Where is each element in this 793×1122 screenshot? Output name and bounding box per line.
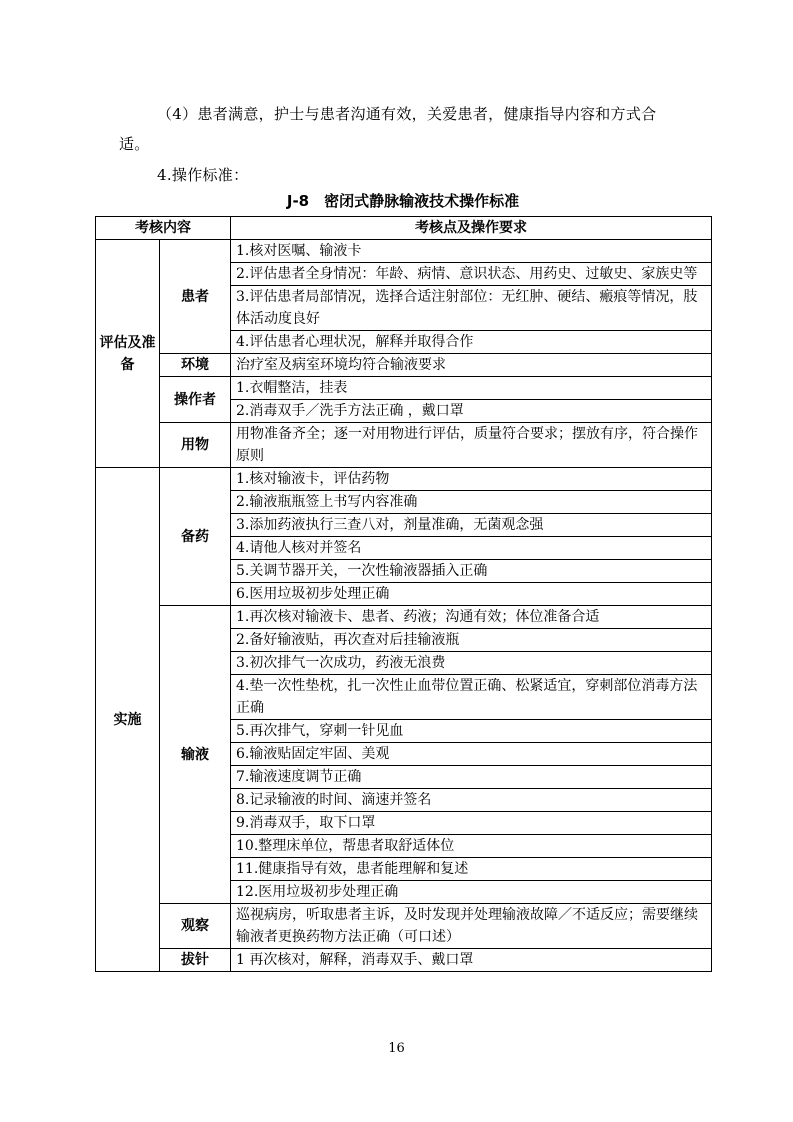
requirement-item: 8.记录输液的时间、滴速并签名 — [231, 789, 712, 812]
requirement-item: 4.评估患者心理状况，解释并取得合作 — [231, 331, 712, 354]
group-label: 输液 — [160, 606, 231, 904]
requirement-item: 2.备好输液贴，再次查对后挂输液瓶 — [231, 629, 712, 652]
requirement-item: 6.医用垃圾初步处理正确 — [231, 583, 712, 606]
requirement-item: 用物准备齐全；逐一对用物进行评估，质量符合要求；摆放有序，符合操作原则 — [231, 423, 712, 468]
group-label: 拔针 — [160, 949, 231, 972]
requirement-item: 4.垫一次性垫枕，扎一次性止血带位置正确、松紧适宜，穿刺部位消毒方法正确 — [231, 675, 712, 720]
requirement-item: 1.衣帽整洁，挂表 — [231, 377, 712, 400]
requirement-item: 1.核对输液卡，评估药物 — [231, 468, 712, 491]
requirement-item: 1.核对医嘱、输液卡 — [231, 240, 712, 263]
requirement-item: 12.医用垃圾初步处理正确 — [231, 881, 712, 904]
requirement-item: 5.再次排气，穿刺一针见血 — [231, 720, 712, 743]
table-row — [96, 377, 712, 400]
standards-table — [95, 216, 712, 972]
group-label: 观察 — [160, 904, 231, 949]
requirement-item: 巡视病房，听取患者主诉，及时发现并处理输液故障／不适反应；需要继续输液者更换药物方法正确（可口述） — [231, 904, 712, 949]
requirement-item: 2.输液瓶瓶签上书写内容准确 — [231, 491, 712, 514]
requirement-item: 3.添加药液执行三查八对，剂量准确，无菌观念强 — [231, 514, 712, 537]
section-label: 评估及准备 — [96, 240, 160, 468]
header-assessment-content: 考核内容 — [96, 217, 231, 240]
requirement-item: 10.整理床单位，帮患者取舒适体位 — [231, 835, 712, 858]
requirement-item: 6.输液贴固定牢固、美观 — [231, 743, 712, 766]
requirement-item: 1 再次核对，解释，消毒双手、戴口罩 — [231, 949, 712, 972]
requirement-item: 7.输液速度调节正确 — [231, 766, 712, 789]
requirement-item: 3.初次排气一次成功，药液无浪费 — [231, 652, 712, 675]
table-body — [96, 240, 712, 972]
group-label: 操作者 — [160, 377, 231, 423]
intro-paragraph: （4）患者满意，护士与患者沟通有效，关爱患者，健康指导内容和方式合适。 — [119, 105, 657, 153]
table-row — [96, 354, 712, 377]
requirement-item: 5.关调节器开关，一次性输液器插入正确 — [231, 560, 712, 583]
requirement-item: 1.再次核对输液卡、患者、药液；沟通有效；体位准备合适 — [231, 606, 712, 629]
requirement-item: 3.评估患者局部情况，选择合适注射部位：无红肿、硬结、瘢痕等情况，肢体活动度良好 — [231, 286, 712, 331]
table-row — [96, 606, 712, 629]
table-row — [96, 468, 712, 491]
table-row — [96, 904, 712, 949]
section-label: 实施 — [96, 468, 160, 972]
requirement-item: 4.请他人核对并签名 — [231, 537, 712, 560]
group-label: 患者 — [160, 240, 231, 354]
requirement-item: 11.健康指导有效，患者能理解和复述 — [231, 858, 712, 881]
group-label: 环境 — [160, 354, 231, 377]
requirement-item: 2.评估患者全身情况：年龄、病情、意识状态、用药史、过敏史、家族史等 — [231, 263, 712, 286]
requirement-item: 9.消毒双手，取下口罩 — [231, 812, 712, 835]
table-row — [96, 240, 712, 263]
table-header-row — [96, 217, 712, 240]
requirement-item: 2.消毒双手／洗手方法正确 ，戴口罩 — [231, 400, 712, 423]
table-row — [96, 949, 712, 972]
group-label: 用物 — [160, 423, 231, 468]
table-title: J-8 密闭式静脉输液技术操作标准 — [286, 192, 520, 210]
requirement-item: 治疗室及病室环境均符合输液要求 — [231, 354, 712, 377]
group-label: 备药 — [160, 468, 231, 606]
page-number: 16 — [388, 1041, 405, 1056]
table-row — [96, 423, 712, 468]
header-requirements: 考核点及操作要求 — [231, 217, 712, 240]
section-heading: 4.操作标准： — [157, 166, 249, 184]
